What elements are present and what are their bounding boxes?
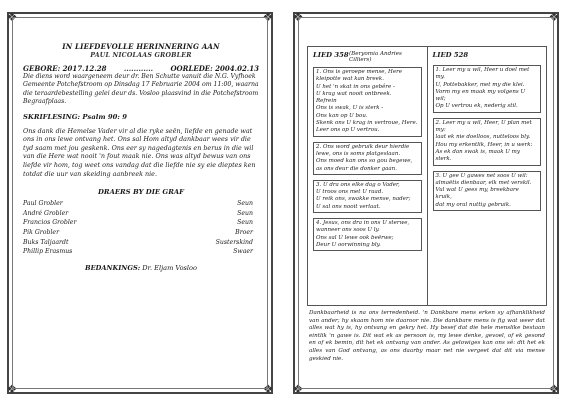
hymn-column-528 [428,47,547,305]
corner-ornament-icon: ❖ [262,10,274,24]
pallbearer-name: Paul Grobler [23,200,63,208]
pallbearer-row [23,247,259,257]
gratitude-text: Dankbaarheid is na ons terredenheid. 'n Dankbare mens erken sy afhanklikheid van ander; hy skaam hom nie daaroor nie. Die dankbare mens is fig wat weer dat alles wat hy is, hy ontvang en gekry het. Hy besef dat die hele menslike bestaan eintlik 'n gawe is. Dit wat ek as persoon is, my lewe denke, gevoel, of ek gesond en of ek bemin, dit het ek ontvang van ander. As gelowiges kan ons sê: dit het ek alles van God ontvang, as ons daarby maar net nie vergeet dat dit via mense geskied nie. [309,310,545,362]
hymn-verse: 1. Leer my u wil, Heer u doel met my. U, Pottebakker, met my die klei. Vorm my en maak my volgens U wil; Op U vertrou ek, nederig stil. [433,65,542,113]
dates-line [23,64,259,73]
hymn-title: LIED 528 [432,51,469,59]
corner-ornament-icon: ❖ [548,10,560,24]
hymn-verse: 3. U dra ons elke dag o Vader, U troos ons met U raad. U reik ons, swakke mense, nader; U sal ons nooit verlaat. [313,180,422,213]
pallbearer-name: Phillip Erasmus [23,248,73,256]
pallbearers-title: DRAERS BY DIE GRAF [98,188,184,197]
scripture-heading: SKRIFLESING: Psalm 90: 9 [23,112,127,121]
pallbearer-relation: Broer [235,228,253,236]
hymn-verse: 4. Jesus, ons dra in ons U sterwe, wanneer ons soos U ly. Ons sal U lewe ook beërwe; Deur U oorwinning bly. [313,218,422,251]
hymn-column-358 [308,47,428,305]
pallbearer-relation: Seun [237,209,253,217]
died-date: OORLEDE: 2004.02.13 [170,64,259,73]
pallbearer-name: Buks Taljaardt [23,238,69,246]
pallbearer-row [23,199,259,209]
pallbearers-list [23,199,259,257]
service-text: Die diens word waargeneem deur dr. Ben Schutte vanuit die N.G. Vyfhoek Gemeente Potchefstroom op Dinsdag 17 Februarie 2004 om 11:00, waarna die teraardebestelling gelei deur ds. Vosloo plaasvind in die Potchefstroom Begraafplaas. [23,73,259,106]
acknowledgements-name: Dr. Eljam Vosloo [142,263,197,272]
pallbearer-row [23,228,259,238]
hymn-columns [307,46,547,306]
pallbearer-relation: Seun [237,219,253,227]
hymn-verse: 2. Leer my u wil, Heer, U plan met my: laat ek nie doelloos, nutteloos bly. Hou my erkentlik, Heer, in u werk: As ek dan swak is, maak U my sterk. [433,118,542,166]
pallbearer-row [23,218,259,228]
corner-ornament-icon: ❖ [6,382,18,396]
corner-ornament-icon: ❖ [6,10,18,24]
hymn-title: LIED 358 [313,51,349,59]
hymn-verse: 2. Ons word gebruik deur hierdie lewe, ons is soms platgeslaan. Ons moed kan ons so gou begewe, as ons deur die donker gaan. [313,142,422,175]
pallbearer-row [23,238,259,248]
scripture-text: Ons dank die Hemelse Vader vir al die ryke seën, liefde en genade wat ons in ons lewe ontvang het. Ons sal Hom altyd dankbaar wees vir die tyd saam met jou geskenk. Ons eer sy nagedagtenis en berus in die wil van die Here wat nooit 'n fout maak nie. Ons was altyd bewus van ons liefde vir hom, tog weet ons vandag dat die liefde nie sy eie dieptes ken totdat die uur van skeiding aanbreek nie. [23,126,256,178]
born-date: GEBORE: 2017.12.28 [23,64,107,73]
pallbearer-relation: Swaer [233,248,253,256]
corner-ornament-icon: ❖ [292,382,304,396]
deceased-name: PAUL NICOLAAS GROBLER [90,52,192,59]
pallbearer-relation: Seun [237,200,253,208]
memorial-title: IN LIEFDEVOLLE HERINNERING AAN [62,42,220,51]
pallbearer-name: André Grobler [23,209,69,217]
pallbearer-relation: Susterskind [215,238,253,246]
left-page [7,12,273,394]
pallbearer-name: Pik Grobler [23,228,60,236]
hymn-author: (Beryomia Andries Cilliers) [349,51,402,63]
corner-ornament-icon: ❖ [262,382,274,396]
dates-dots: ............ [123,64,154,73]
corner-ornament-icon: ❖ [292,10,304,24]
hymn-verse: 3. U gee U gawes net soos U wil: almaëtis dienbaar, elk met verskil. Vul wat U gees my, breekbare kruik, dat my oral nuttig gebruik. [433,171,542,211]
acknowledgements-label: BEDANKINGS: [85,263,141,272]
corner-ornament-icon: ❖ [548,382,560,396]
pallbearer-row [23,209,259,219]
hymn-verse: 1. Ons is geroepe mense, Here kleipotte wat kan breek. U het 'n skat in ons gebêre - U krag wat nooit ontbreek. Refrein Ons is swak, U is sterk - Ons kan op U bou. Skenk ons U krag in vertroue, Here. Leer ons op U vertrou. [313,67,422,137]
pallbearer-name: Francios Grobler [23,219,77,227]
left-page-content [23,42,259,378]
right-page [293,12,559,394]
acknowledgements-line [23,264,259,272]
